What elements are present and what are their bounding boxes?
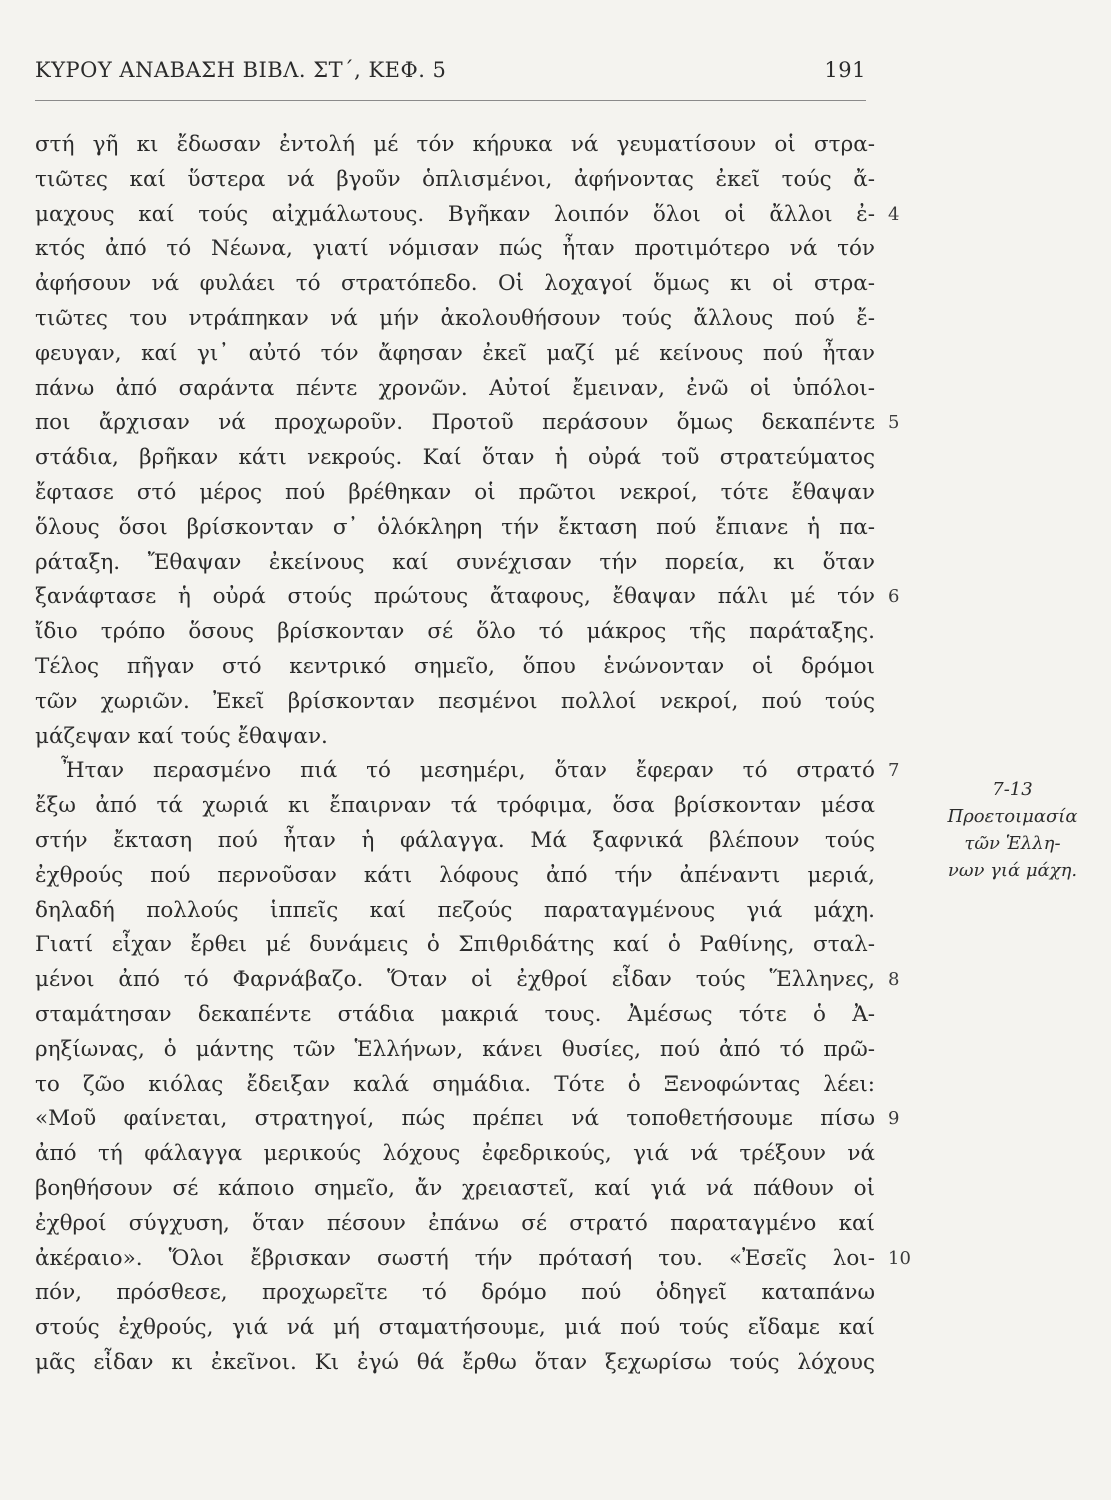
margin-note-line: Προετοιμασία [947, 806, 1078, 827]
text-line: ἀφήσουν νά φυλάει τό στρατόπεδο. Οἱ λοχαγοί ὅμως κι οἱ στρα- [35, 271, 875, 297]
text-line: ἴδιο τρόπο ὅσους βρίσκονταν σέ ὅλο τό μάκρος τῆς παράταξης. [35, 619, 875, 645]
text-line: βοηθήσουν σέ κάποιο σημεῖο, ἄν χρειαστεῖ, καί γιά νά πάθουν οἱ [35, 1175, 875, 1201]
text-line: ἐχθρούς πού περνοῦσαν κάτι λόφους ἀπό τήν ἀπέναντι μεριά, [35, 862, 875, 888]
margin-note-line: τῶν Ἑλλη- [964, 833, 1061, 854]
text-line: Γιατί εἶχαν ἔρθει μέ δυνάμεις ὁ Σπιθριδάτης καί ὁ Ραθίνης, σταλ- [35, 932, 875, 958]
body-text [35, 128, 875, 1381]
text-line: μάζεψαν καί τούς ἔθαψαν. [35, 723, 328, 749]
section-number: 6 [888, 586, 900, 608]
text-line: ἐχθροί σύγχυση, ὅταν πέσουν ἐπάνω σέ στρατό παραταγμένο καί [35, 1210, 875, 1236]
text-line: στούς ἐχθρούς, γιά νά μή σταματήσουμε, μιά πού τούς εἴδαμε καί [35, 1315, 875, 1341]
text-line: ἀπό τή φάλαγγα μερικούς λόχους ἐφεδρικούς, γιά νά τρέξουν νά [35, 1141, 875, 1167]
text-line: το ζῶο κιόλας ἔδειξαν καλά σημάδια. Τότε ὁ Ξενοφώντας λέει: [35, 1071, 875, 1097]
section-number: 10 [888, 1247, 911, 1269]
text-line: Τέλος πῆγαν στό κεντρικό σημεῖο, ὅπου ἑνώνονταν οἱ δρόμοι [35, 653, 875, 679]
text-line: μᾶς εἶδαν κι ἐκεῖνοι. Κι ἐγώ θά ἔρθω ὅταν ξεχωρίσω τούς λόχους [35, 1349, 875, 1375]
text-line: σταμάτησαν δεκαπέντε στάδια μακριά τους. Ἀμέσως τότε ὁ Ἀ- [35, 1001, 875, 1027]
section-number: 7 [888, 760, 900, 782]
section-number: 4 [888, 203, 900, 225]
text-line: ἔξω ἀπό τά χωριά κι ἔπαιρναν τά τρόφιμα, ὅσα βρίσκονταν μέσα [35, 793, 875, 819]
text-line: δηλαδή πολλούς ἱππεῖς καί πεζούς παραταγμένους γιά μάχη. [35, 897, 875, 923]
section-number: 8 [888, 969, 900, 991]
text-line: φευγαν, καί γι᾽ αὐτό τόν ἄφησαν ἐκεῖ μαζί μέ κείνους πού ἦταν [35, 340, 875, 366]
text-line: μένοι ἀπό τό Φαρνάβαζο. Ὅταν οἱ ἐχθροί εἶδαν τούς Ἕλληνες, [35, 967, 875, 993]
text-line: στήν ἔκταση πού ἦταν ἡ φάλαγγα. Μά ξαφνικά βλέπουν τούς [35, 827, 875, 853]
text-line: ποι ἄρχισαν νά προχωροῦν. Προτοῦ περάσουν ὅμως δεκαπέντε [35, 410, 875, 436]
text-line: πόν, πρόσθεσε, προχωρεῖτε τό δρόμο πού ὁδηγεῖ καταπάνω [35, 1280, 875, 1306]
text-line: ξανάφτασε ἡ οὐρά στούς πρώτους ἄταφους, ἔθαψαν πάλι μέ τόν [35, 584, 875, 610]
text-line: τιῶτες καί ὕστερα νά βγοῦν ὁπλισμένοι, ἀφήνοντας ἐκεῖ τούς ἄ- [35, 166, 875, 192]
text-line: κτός ἀπό τό Νέωνα, γιατί νόμισαν πώς ἦταν προτιμότερο νά τόν [35, 236, 875, 262]
text-line: «Μοῦ φαίνεται, στρατηγοί, πώς πρέπει νά τοποθετήσουμε πίσω [35, 1106, 875, 1132]
margin-note [925, 776, 1100, 884]
text-line: ἀκέραιο». Ὅλοι ἔβρισκαν σωστή τήν πρότασή του. «Ἐσεῖς λοι- [35, 1245, 875, 1271]
text-line: ἔφτασε στό μέρος πού βρέθηκαν οἱ πρῶτοι νεκροί, τότε ἔθαψαν [35, 479, 875, 505]
text-line: μαχους καί τούς αἰχμάλωτους. Βγῆκαν λοιπόν ὅλοι οἱ ἄλλοι ἐ- [35, 201, 875, 227]
header-rule [35, 100, 866, 101]
text-line: ρηξίωνας, ὁ μάντης τῶν Ἑλλήνων, κάνει θυσίες, πού ἀπό τό πρῶ- [35, 1036, 875, 1062]
text-line: πάνω ἀπό σαράντα πέντε χρονῶν. Αὐτοί ἔμειναν, ἐνῶ οἱ ὑπόλοι- [35, 375, 875, 401]
margin-note-line: νων γιά μάχη. [947, 860, 1078, 881]
text-line: ράταξη. Ἔθαψαν ἐκείνους καί συνέχισαν τήν πορεία, κι ὅταν [35, 549, 875, 575]
text-line: ὅλους ὅσοι βρίσκονταν σ᾽ ὁλόκληρη τήν ἔκταση πού ἔπιανε ἡ πα- [35, 514, 875, 540]
page-number: 191 [824, 58, 866, 82]
text-line: στάδια, βρῆκαν κάτι νεκρούς. Καί ὅταν ἡ οὐρά τοῦ στρατεύματος [35, 445, 875, 471]
margin-note-range: 7-13 [992, 779, 1033, 800]
header-title: ΚΥΡΟΥ ΑΝΑΒΑΣΗ ΒΙΒΛ. ΣΤ΄, ΚΕΦ. 5 [35, 58, 447, 82]
text-line: στή γῆ κι ἔδωσαν ἐντολή μέ τόν κήρυκα νά γευματίσουν οἱ στρα- [35, 132, 875, 157]
text-line: τῶν χωριῶν. Ἐκεῖ βρίσκονταν πεσμένοι πολλοί νεκροί, πού τούς [35, 688, 875, 714]
section-number: 5 [888, 412, 900, 434]
section-number: 9 [888, 1108, 900, 1130]
text-line: Ἦταν περασμένο πιά τό μεσημέρι, ὅταν ἔφεραν τό στρατό [61, 758, 875, 784]
text-line: τιῶτες του ντράπηκαν νά μήν ἀκολουθήσουν τούς ἄλλους πού ἔ- [35, 305, 875, 331]
